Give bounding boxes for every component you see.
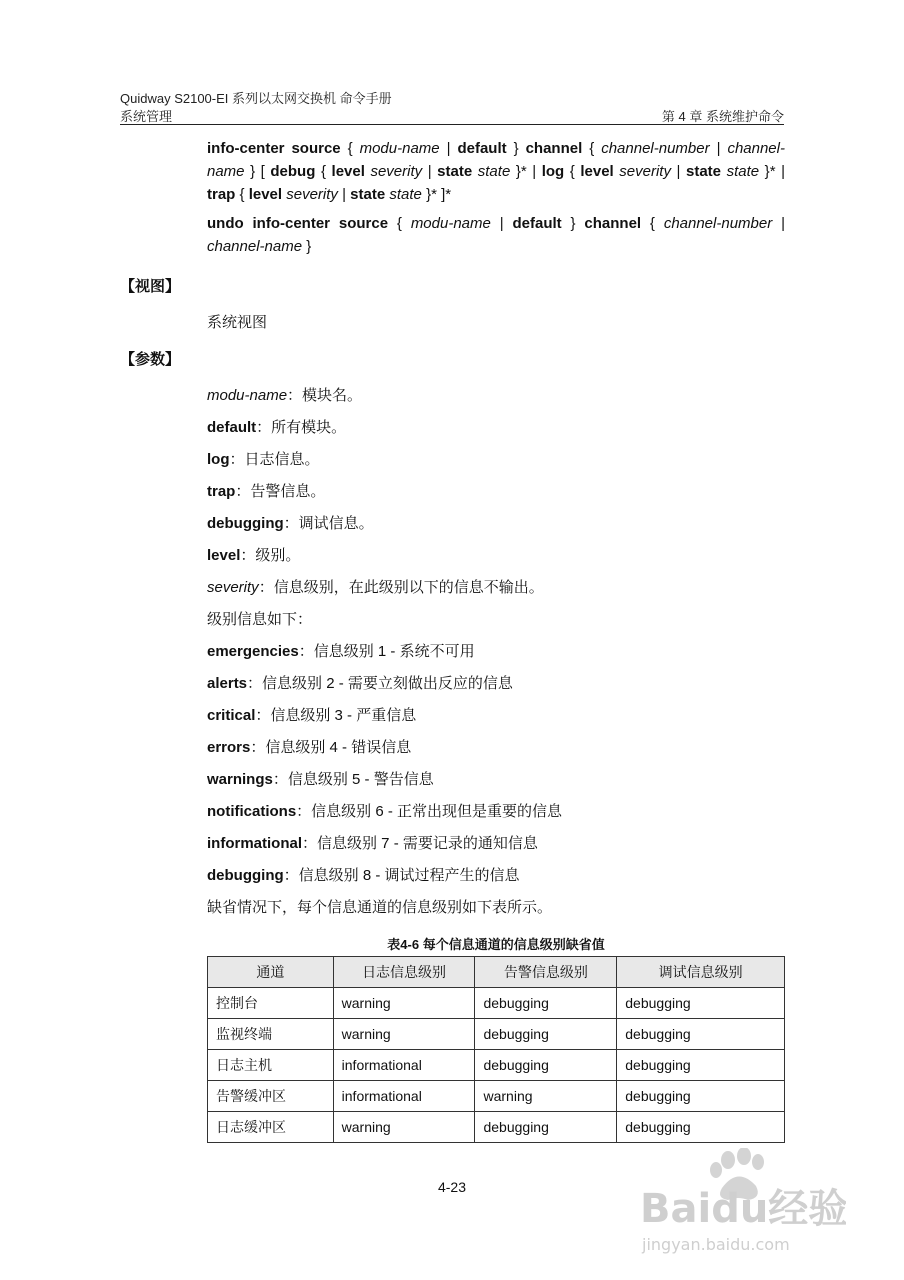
param-line [207,416,346,437]
param-desc: ：信息级别 3 - 严重信息 [255,707,417,724]
syntax-token: level [580,163,614,180]
param-desc: ：信息级别 2 - 需要立刻做出反应的信息 [247,675,513,692]
table-caption: 表4-6 每个信息通道的信息级别缺省值 [387,937,605,952]
param-desc: ：模块名。 [287,387,363,404]
syntax-token: } [302,238,312,255]
param-desc: ：信息级别 7 - 需要记录的通知信息 [302,835,538,852]
param-desc: ：信息级别，在此级别以下的信息不输出。 [258,579,544,596]
syntax-token: trap [207,186,236,203]
param-term: level [207,547,241,564]
param-line [207,704,416,725]
cell-debug: debugging [617,988,785,1019]
param-line [207,512,374,533]
syntax-token: | [670,163,686,180]
syntax-token: | [422,163,438,180]
param-line [207,544,300,565]
param-line [207,384,362,405]
param-term: emergencies [207,643,299,660]
undo-command-syntax [207,212,785,258]
param-term: debugging [207,515,284,532]
table-header-row [208,957,785,988]
param-line [207,800,562,821]
param-line [207,608,312,629]
syntax-token: state [389,186,422,203]
cell-log: warning [333,988,475,1019]
header-section: 系统管理 [120,109,173,124]
param-desc: ：信息级别 5 - 警告信息 [272,771,434,788]
syntax-token: { [641,215,664,232]
param-desc: ：级别。 [240,547,301,564]
syntax-token: { [582,140,602,157]
syntax-token: channel-name [207,140,785,180]
param-line [207,480,325,501]
syntax-token: | [439,140,458,157]
syntax-token: { [340,140,360,157]
syntax-token: { [388,215,411,232]
param-desc: 缺省情况下，每个信息通道的信息级别如下表所示。 [207,899,553,916]
syntax-token: } [ [244,163,271,180]
param-desc: ：告警信息。 [235,483,326,500]
param-desc: ：信息级别 1 - 系统不可用 [298,643,475,660]
syntax-token: }* | [510,163,542,180]
param-term: debugging [207,867,284,884]
param-term: informational [207,835,303,852]
command-syntax [207,137,785,206]
cell-trap: debugging [475,1050,617,1081]
syntax-token: | [772,215,785,232]
cell-channel: 监视终端 [208,1019,334,1050]
param-line [207,832,538,853]
syntax-token: default [457,140,507,157]
param-term: errors [207,739,251,756]
header-trap-level: 告警信息级别 [475,957,617,988]
paw-logo-icon [636,1148,846,1258]
table-row [208,1112,785,1143]
param-desc: 级别信息如下： [207,611,313,628]
param-line [207,448,320,469]
syntax-token: }* | [759,163,785,180]
syntax-token: log [541,163,565,180]
param-term: warnings [207,771,273,788]
page-number: 4-23 [437,1179,467,1195]
param-line [207,864,520,885]
syntax-token: }* ]* [421,186,452,203]
param-line [207,768,434,789]
cell-trap: warning [475,1081,617,1112]
syntax-token: modu-name [410,215,491,232]
param-term: critical [207,707,256,724]
cell-debug: debugging [617,1112,785,1143]
params-heading: 【参数】 [120,351,181,368]
syntax-token: state [437,163,473,180]
cell-log: warning [333,1019,475,1050]
param-term: severity [207,579,259,596]
syntax-token: channel [525,140,583,157]
syntax-token: undo info-center source [207,215,389,232]
cell-channel: 控制台 [208,988,334,1019]
param-term: modu-name [207,387,288,404]
table-row [208,1019,785,1050]
syntax-token: channel-name [207,238,303,255]
syntax-token: | [709,140,728,157]
syntax-token: { [315,163,332,180]
header-rule [120,124,784,125]
param-line [207,672,513,693]
header-chapter: 第 4 章 系统维护命令 [661,109,784,124]
param-line [207,640,475,661]
watermark-brand: Baidu经验 [640,1186,846,1232]
syntax-token: state [477,163,511,180]
header-debug-level: 调试信息级别 [617,957,785,988]
syntax-token: state [686,163,722,180]
syntax-token: state [726,163,760,180]
cell-channel: 告警缓冲区 [208,1081,334,1112]
syntax-token: | [490,215,513,232]
param-line [207,896,552,917]
cell-log: informational [333,1081,475,1112]
baidu-watermark [636,1148,846,1258]
syntax-token: debug [270,163,316,180]
syntax-token: } [561,215,585,232]
syntax-token: modu-name [359,140,440,157]
param-term: notifications [207,803,297,820]
param-term: trap [207,483,236,500]
cell-debug: debugging [617,1050,785,1081]
param-desc: ：调试信息。 [283,515,374,532]
cell-log: warning [333,1112,475,1143]
header-product: Quidway S2100-EI 系列以太网交换机 命令手册 [120,91,392,106]
cell-trap: debugging [475,988,617,1019]
view-heading: 【视图】 [120,278,181,295]
syntax-token: channel [584,215,642,232]
param-line [207,736,411,757]
syntax-token: severity [619,163,671,180]
syntax-token: channel-number [663,215,773,232]
syntax-token: channel-number [601,140,710,157]
param-term: alerts [207,675,248,692]
param-desc: ：信息级别 4 - 错误信息 [250,739,412,756]
table-row [208,1050,785,1081]
table-row [208,1081,785,1112]
cell-debug: debugging [617,1019,785,1050]
syntax-token: } [506,140,526,157]
cell-channel: 日志缓冲区 [208,1112,334,1143]
table-row [208,988,785,1019]
syntax-token: default [512,215,562,232]
watermark-url: jingyan.baidu.com [642,1235,790,1254]
header-channel: 通道 [208,957,334,988]
header-log-level: 日志信息级别 [333,957,475,988]
param-term: default [207,419,257,436]
syntax-token: { [564,163,581,180]
param-line [207,576,544,597]
cell-debug: debugging [617,1081,785,1112]
syntax-token: | [337,186,351,203]
param-desc: ：信息级别 8 - 调试过程产生的信息 [283,867,520,884]
param-term: log [207,451,230,468]
cell-trap: debugging [475,1019,617,1050]
syntax-token: level [331,163,365,180]
param-desc: ：信息级别 6 - 正常出现但是重要的信息 [296,803,563,820]
param-desc: ：日志信息。 [229,451,320,468]
syntax-token: { [235,186,249,203]
cell-channel: 日志主机 [208,1050,334,1081]
param-desc: ：所有模块。 [256,419,347,436]
cell-log: informational [333,1050,475,1081]
view-text: 系统视图 [207,314,268,331]
syntax-token: level [248,186,283,203]
cell-trap: debugging [475,1112,617,1143]
syntax-token: state [350,186,386,203]
channel-level-table [207,956,785,1143]
syntax-token: info-center source [207,140,341,157]
syntax-token: severity [286,186,338,203]
syntax-token: severity [370,163,423,180]
